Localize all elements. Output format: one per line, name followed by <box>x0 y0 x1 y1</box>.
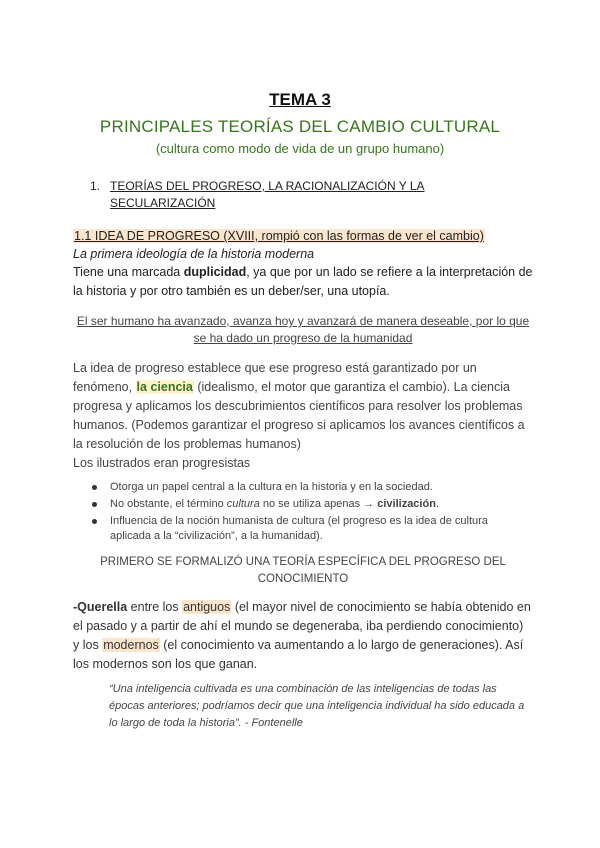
section-title: TEORÍAS DEL PROGRESO, LA RACIONALIZACIÓN Y LA SECULARIZACIÓN <box>110 179 425 210</box>
text-run: (el conocimiento va aumentando a lo largo de generaciones). Así los modernos son los que ganan. <box>73 638 524 671</box>
text-run: Los ilustrados eran progresistas <box>73 456 251 470</box>
list-item-text: Otorga un papel central a la cultura en la historia y en la sociedad. <box>110 481 433 493</box>
paragraph-querella <box>73 598 533 674</box>
subtitle: (cultura como modo de vida de un grupo humano) <box>155 141 445 156</box>
text-run: , ya que por un lado se refiere a la interpretación de la historia y por otro también es un deber/ser, una utopía. <box>73 265 533 298</box>
bullet-list <box>88 480 528 546</box>
tema-heading: TEMA 3 <box>269 90 331 109</box>
bullet-icon <box>92 485 97 490</box>
text-run: (el mayor nivel de conocimiento se había obtenido en el pasado y a partir de ahí el mundo se degeneraba, iba perdiendo conocimiento) y los <box>73 600 531 652</box>
text-run: (idealismo, el motor que garantiza el cambio). La ciencia progresa y aplicamos los descubrimientos científicos para resolver los problemas humanos. (Podemos garantizar el progreso si aplicamos los avances científicos a la resolución de los problemas humanos) <box>73 380 525 451</box>
subsection-subtitle: La primera ideología de la historia moderna <box>73 247 315 261</box>
text-run: No obstante, el término <box>110 498 227 510</box>
list-item <box>88 514 528 544</box>
text-run: La idea de progreso establece que ese progreso está garantizado por un fenómeno, <box>73 361 477 394</box>
paragraph-duplicidad <box>73 263 533 301</box>
section-number: 1. <box>90 179 101 193</box>
list-item-text: Influencia de la noción humanista de cultura (el progreso es la idea de cultura aplicada a la “civilización”, a la humanidad). <box>110 515 488 542</box>
text-run: entre los <box>127 600 183 614</box>
subsection-heading: 1.1 IDEA DE PROGRESO (XVIII, rompió con las formas de ver el cambio) <box>74 229 484 243</box>
paragraph-ciencia <box>73 359 533 473</box>
highlight-ciencia: la ciencia <box>136 380 193 394</box>
text-run: Tiene una marcada <box>73 265 184 279</box>
list-item <box>88 497 528 512</box>
text-run: no se utiliza apenas → <box>259 498 378 510</box>
bullet-icon <box>92 519 97 524</box>
main-title: PRINCIPALES TEORÍAS DEL CAMBIO CULTURAL <box>99 117 501 136</box>
underlined-quote: El ser humano ha avanzado, avanza hoy y avanzará de manera deseable, por lo que se ha dado un progreso de la humanidad <box>76 314 530 345</box>
highlight-modernos: modernos <box>103 638 159 652</box>
italic-term: cultura <box>226 498 260 510</box>
bullet-icon <box>92 502 97 507</box>
section-1-heading <box>90 178 486 212</box>
text-run: . <box>435 498 439 510</box>
highlight-antiguos: antiguos <box>183 600 231 614</box>
bold-term: duplicidad <box>183 265 247 279</box>
fontenelle-quote: “Una inteligencia cultivada es una combinación de las inteligencias de todas las épocas anteriores; podríamos decir que una inteligencia individual ha sido educada a lo largo de toda la historia”. - Fontenelle <box>109 683 525 729</box>
list-item <box>88 480 528 495</box>
caps-note: PRIMERO SE FORMALIZÓ UNA TEORÍA ESPECÍFICA DEL PROGRESO DEL CONOCIMIENTO <box>100 556 506 585</box>
bold-term: civilización <box>377 498 436 510</box>
bold-term: -Querella <box>73 600 128 614</box>
